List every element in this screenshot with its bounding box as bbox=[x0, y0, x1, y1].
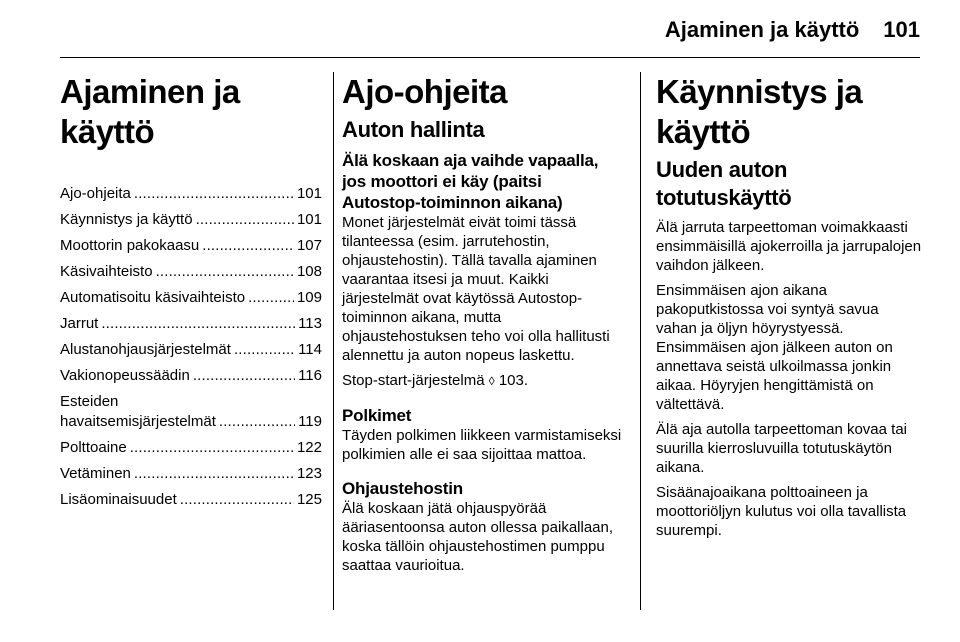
subsection-title: Uuden auton totutuskäyttö bbox=[656, 157, 792, 210]
toc-label: Lisäominaisuudet bbox=[60, 491, 177, 508]
toc-page: 114 bbox=[298, 341, 322, 358]
toc-page: 101 bbox=[296, 185, 322, 202]
toc-leader bbox=[248, 288, 294, 308]
toc-entry[interactable] bbox=[60, 288, 322, 308]
toc-label: Jarrut bbox=[60, 315, 99, 332]
toc-page: 125 bbox=[296, 491, 322, 508]
toc-leader bbox=[193, 366, 295, 386]
subsection-title: Auton hallinta bbox=[342, 117, 485, 142]
header-title: Ajaminen ja käyttö bbox=[664, 17, 860, 42]
paragraph: Älä koskaan jätä ohjauspyörää ääriasentoonsa auton ollessa paikallaan, koska tällöin ohjaustehostimen pumppu saattaa vaurioitua. bbox=[342, 500, 614, 574]
toc-label: Automatisoitu käsivaihteisto bbox=[60, 289, 246, 306]
toc-leader bbox=[156, 262, 294, 282]
section-title: Käynnistys ja käyttö bbox=[656, 73, 863, 150]
cross-reference[interactable] bbox=[342, 371, 622, 391]
paragraph: Älä aja autolla tarpeettoman kovaa tai suurilla kierrosluvuilla totutuskäytön aikana. bbox=[656, 421, 907, 476]
toc-entry[interactable] bbox=[60, 314, 322, 334]
toc-label: Alustanohjausjärjestelmät bbox=[60, 341, 231, 358]
toc-label: Polttoaine bbox=[60, 439, 127, 456]
toc-page: 119 bbox=[298, 413, 322, 430]
heading-pedals: Polkimet bbox=[342, 406, 412, 425]
toc-label: Vetäminen bbox=[60, 465, 131, 482]
toc-entry[interactable] bbox=[60, 392, 322, 432]
toc-page: 116 bbox=[298, 367, 322, 384]
toc-label: Käynnistys ja käyttö bbox=[60, 211, 193, 228]
toc-entry[interactable] bbox=[60, 490, 322, 510]
toc-entry[interactable] bbox=[60, 262, 322, 282]
column-divider bbox=[640, 72, 641, 610]
paragraph: Älä jarruta tarpeettoman voimakkaasti ensimmäisillä ajokerroilla ja jarrupalojen vaihdon jälkeen. bbox=[656, 219, 922, 274]
toc-entry[interactable] bbox=[60, 340, 322, 360]
paragraph: Täyden polkimen liikkeen varmistamiseksi polkimien alle ei saa sijoittaa mattoa. bbox=[342, 427, 622, 463]
toc-entry[interactable] bbox=[60, 438, 322, 458]
toc-page: 108 bbox=[296, 263, 322, 280]
page-header bbox=[60, 16, 920, 44]
toc-label: Ajo-ohjeita bbox=[60, 185, 131, 202]
page-number: 101 bbox=[883, 17, 920, 42]
toc-leader bbox=[234, 340, 295, 360]
chapter-title: Ajaminen ja käyttö bbox=[60, 73, 240, 150]
toc-entry[interactable] bbox=[60, 184, 322, 204]
paragraph: Sisäänajoaikana polttoaineen ja moottoriöljyn kulutus voi olla tavallista suurempi. bbox=[656, 484, 907, 539]
section-title: Ajo-ohjeita bbox=[342, 73, 507, 110]
toc-page: 113 bbox=[298, 315, 322, 332]
toc-leader bbox=[202, 236, 294, 256]
reference-text: Stop-start-järjestelmä bbox=[342, 372, 485, 389]
toc-leader bbox=[219, 412, 295, 432]
toc-page: 122 bbox=[296, 439, 322, 456]
toc-leader bbox=[196, 210, 294, 230]
toc-entry[interactable] bbox=[60, 366, 322, 386]
toc-entry[interactable] bbox=[60, 210, 322, 230]
toc-page: 123 bbox=[296, 465, 322, 482]
toc-label: Käsivaihteisto bbox=[60, 263, 153, 280]
toc-label: Esteiden bbox=[60, 393, 119, 410]
driving-hints-column bbox=[342, 72, 622, 581]
toc-label: havaitsemisjärjestelmät bbox=[60, 413, 216, 430]
column-divider bbox=[333, 72, 334, 610]
toc-leader bbox=[130, 438, 294, 458]
page-reference-icon: ◊ bbox=[488, 374, 495, 388]
heading-neutral-warning: Älä koskaan aja vaihde vapaalla, jos moottori ei käy (paitsi Autostop-toiminnon aikana) bbox=[342, 151, 599, 212]
toc-leader bbox=[101, 314, 295, 334]
toc-page: 109 bbox=[296, 289, 322, 306]
starting-operating-column bbox=[656, 72, 922, 546]
toc-leader bbox=[134, 464, 294, 484]
heading-power-steering: Ohjaustehostin bbox=[342, 479, 463, 498]
chapter-contents-column bbox=[60, 72, 322, 516]
toc-page: 107 bbox=[296, 237, 322, 254]
paragraph: Monet järjestelmät eivät toimi tässä tilanteessa (esim. jarrutehostin, ohjaustehostin). Tällä tavalla ajaminen vaarantaa itsesi ja muut. Kaikki järjestelmät ovat käytössä Autostop-toiminnon aikana, mutta ohjaustehostuksen teho voi olla hallitusti alennettu ja auton nopeus laskettu. bbox=[342, 214, 610, 364]
toc-entry[interactable] bbox=[60, 236, 322, 256]
toc-label: Moottorin pakokaasu bbox=[60, 237, 200, 254]
toc-label: Vakionopeussäädin bbox=[60, 367, 190, 384]
header-divider bbox=[60, 57, 920, 58]
table-of-contents bbox=[60, 184, 322, 510]
toc-entry[interactable] bbox=[60, 464, 322, 484]
paragraph: Ensimmäisen ajon aikana pakoputkistossa voi syntyä savua vahan ja öljyn höyrystyessä. Ensimmäisen ajon jälkeen auton on annettava seistä ulkoilmassa jonkin aikaa. Höyryjen hengittämistä on vältettävä. bbox=[656, 282, 893, 413]
reference-page: 103. bbox=[498, 372, 529, 389]
toc-page: 101 bbox=[296, 211, 322, 228]
toc-leader bbox=[134, 184, 294, 204]
toc-leader bbox=[180, 490, 294, 510]
